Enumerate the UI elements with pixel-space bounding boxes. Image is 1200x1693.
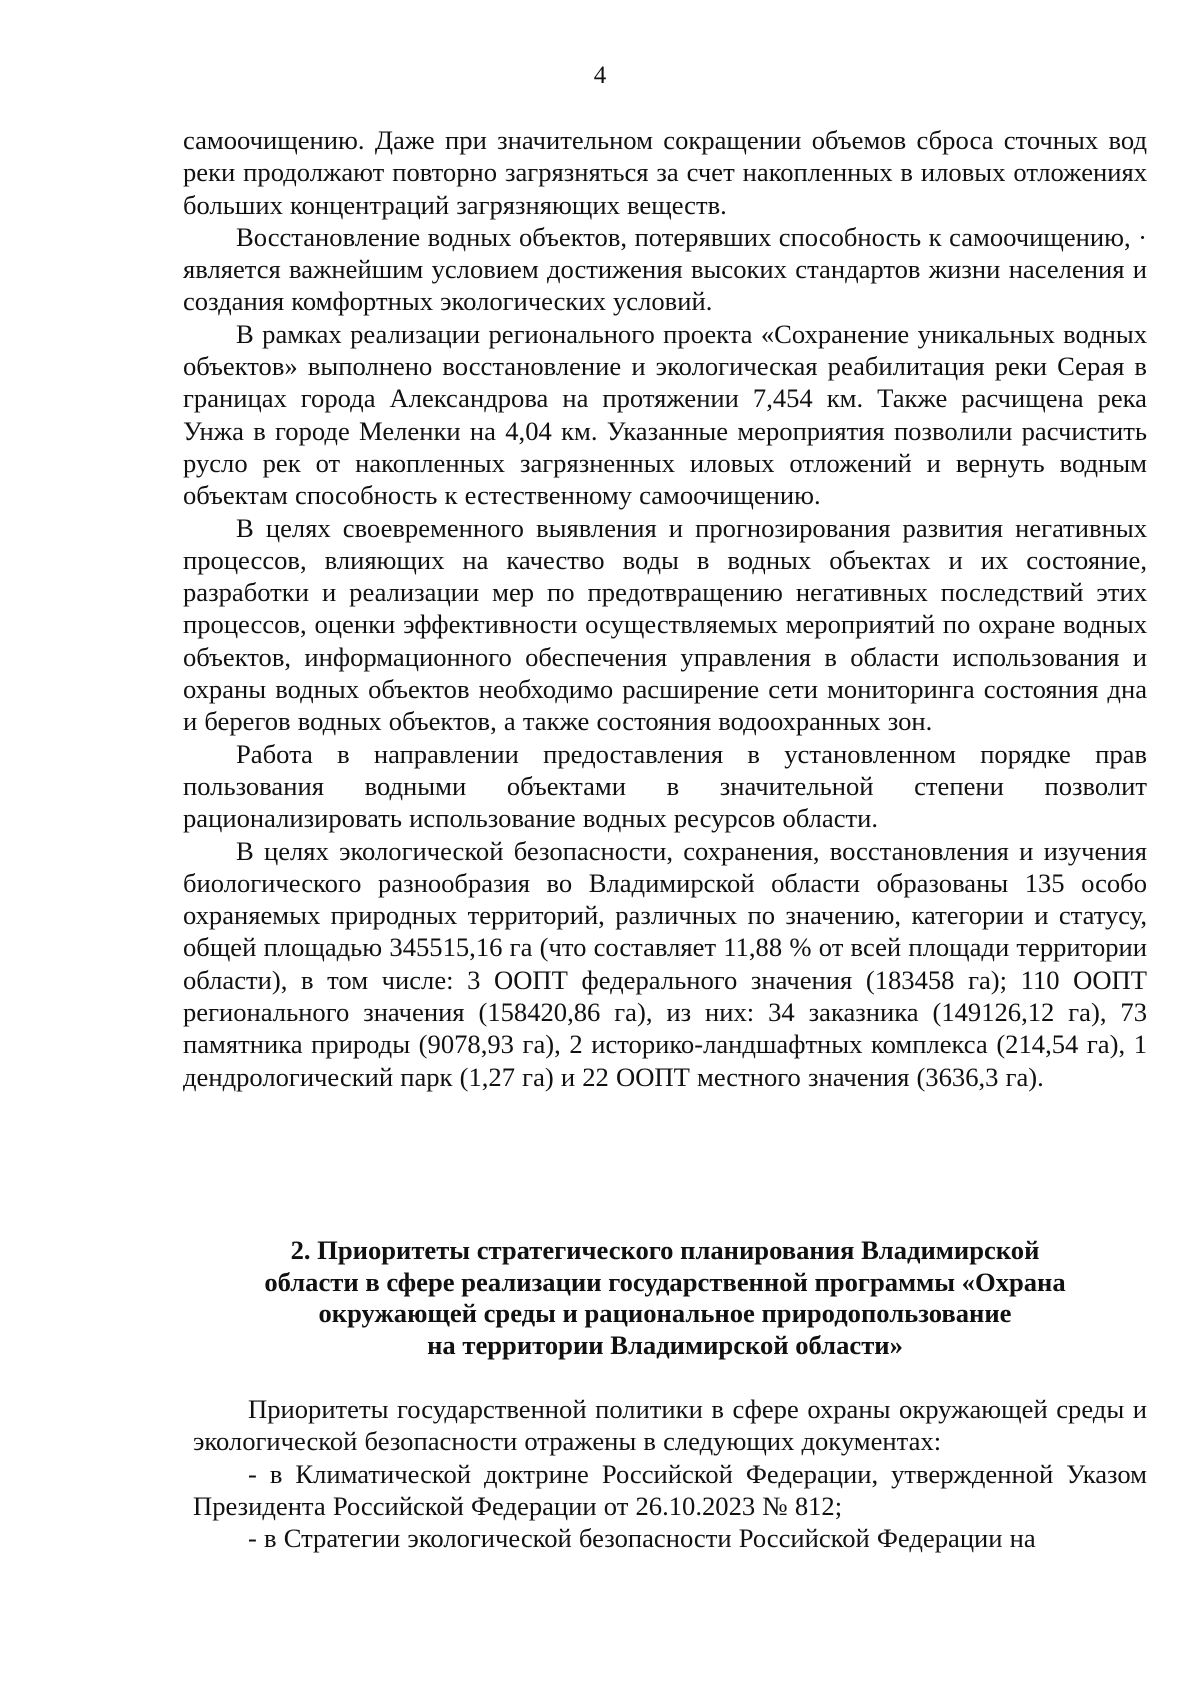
- paragraph-monitoring: В целях своевременного выявления и прогнозирования развития негативных процессов, влияющих на качество воды в водных объектах и их состояние, разработки и реализации мер по предотвращению негативных последствий этих процессов, оценки эффективности осуществляемых мероприятий по охране водных объектов, информационного обеспечения управления в области использования и охраны водных объектов необходимо расширение сети мониторинга состояния дна и берегов водных объектов, а также состояния водоохранных зон.: [183, 512, 1147, 737]
- paragraph-water-rights: Работа в направлении предоставления в установленном порядке прав пользования водными объектами в значительной степени позволит рационализировать использование водных ресурсов области.: [183, 738, 1147, 834]
- list-item-climate-doctrine: - в Климатической доктрине Российской Федерации, утвержденной Указом Президента Российской Федерации от 26.10.2023 № 812;: [193, 1458, 1147, 1521]
- paragraph-restoration: Восстановление водных объектов, потерявших способность к самоочищению, · является важнейшим условием достижения высоких стандартов жизни населения и создания комфортных экологических условий.: [183, 221, 1147, 317]
- paragraph-continuation: самоочищению. Даже при значительном сокращении объемов сброса сточных вод реки продолжают повторно загрязняться за счет накопленных в иловых отложениях больших концентраций загрязняющих веществ.: [183, 125, 1147, 220]
- section-heading-line: области в сфере реализации государственной программы «Охрана: [264, 1266, 1066, 1297]
- paragraph-protected-areas: В целях экологической безопасности, сохранения, восстановления и изучения биологического разнообразия во Владимирской области образованы 135 особо охраняемых природных территорий, различных по значению, категории и статусу, общей площадью 345515,16 га (что составляет 11,88 % от всей площади территории области), в том числе: 3 ООПТ федерального значения (183458 га); 110 ООПТ регионального значения (158420,86 га), из них: 34 заказника (149126,12 га), 73 памятника природы (9078,93 га), 2 историко-ландшафтных комплекса (214,54 га), 1 дендрологический парк (1,27 га) и 22 ООПТ местного значения (3636,3 га).: [183, 835, 1147, 1092]
- section-heading-line: окружающей среды и рациональное природопользование: [318, 1298, 1012, 1328]
- page-number: 4: [593, 62, 607, 89]
- section-heading: [183, 1235, 1147, 1361]
- section-body-text: [193, 1393, 1147, 1554]
- section-heading-line: 2. Приоритеты стратегического планирования Владимирской: [290, 1235, 1040, 1265]
- list-item-ecological-strategy: - в Стратегии экологической безопасности Российской Федерации на: [248, 1523, 1036, 1554]
- paragraph-regional-project: В рамках реализации регионального проекта «Сохранение уникальных водных объектов» выполнено восстановление и экологическая реабилитация реки Серая в границах города Александрова на протяжении 7,454 км. Также расчищена река Унжа в городе Меленки на 4,04 км. Указанные мероприятия позволили расчистить русло рек от накопленных загрязненных иловых отложений и вернуть водным объектам способность к естественному самоочищению.: [183, 318, 1147, 511]
- section-heading-line: на территории Владимирской области»: [427, 1329, 903, 1360]
- paragraph-priorities: Приоритеты государственной политики в сфере охраны окружающей среды и экологической безопасности отражены в следующих документах:: [193, 1394, 1147, 1457]
- body-text: [183, 124, 1147, 1093]
